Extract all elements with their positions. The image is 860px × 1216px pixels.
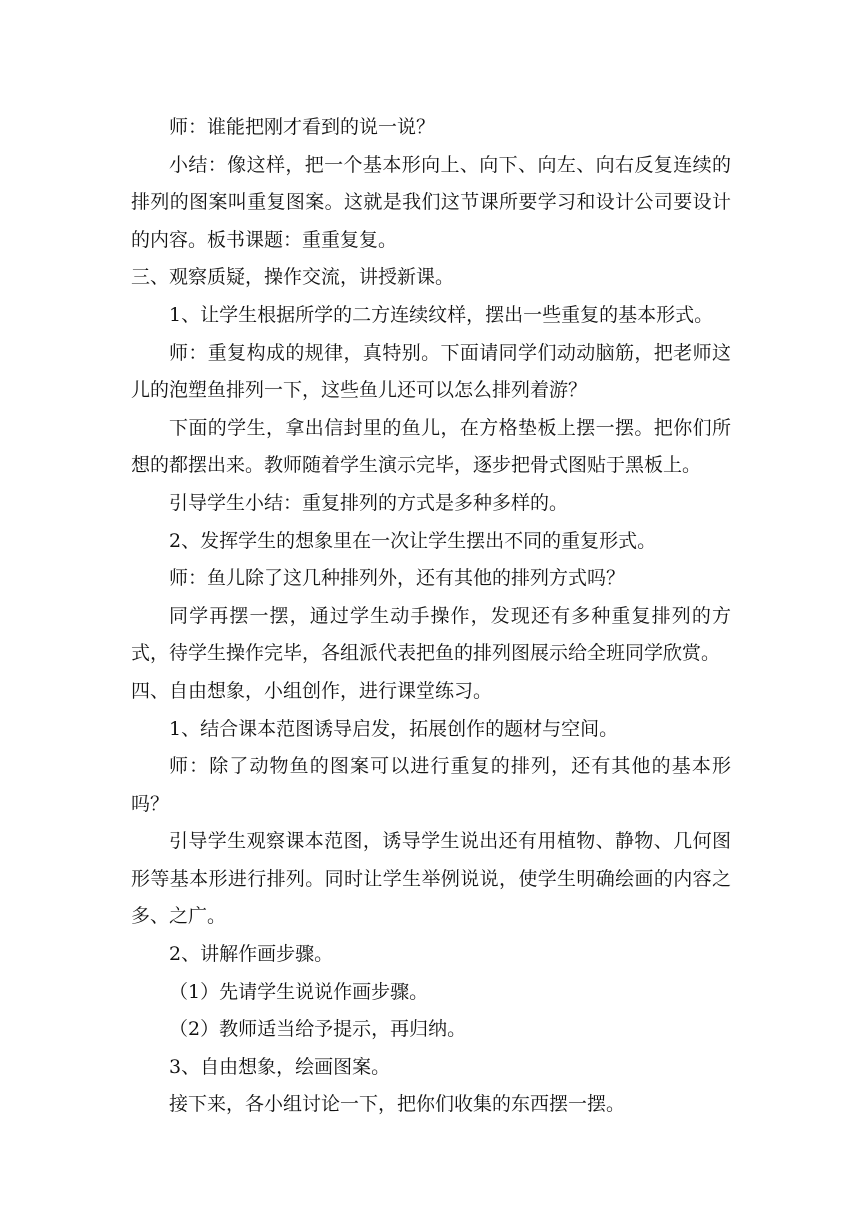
paragraph-observe: 引导学生观察课本范图，诱导学生说出还有用植物、静物、几何图形等基本形进行排列。同时让学生举例说说，使学生明确绘画的内容之多、之广。 (131, 830, 731, 928)
paragraph-summary: 小结：像这样，把一个基本形向上、向下、向左、向右反复连续的排列的图案叫重复图案。这就是我们这节课所要学习和设计公司要设计的内容。板书课题：重重复复。 (131, 153, 731, 251)
paragraph-students-arrange: 下面的学生，拿出信封里的鱼儿，在方格垫板上摆一摆。把你们所想的都摆出来。教师随着学生演示完毕，逐步把骨式图贴于黑板上。 (131, 416, 731, 477)
paragraph-practice-3: 3、自由想象，绘画图案。 (169, 1055, 391, 1078)
paragraph-substep-1: （1）先请学生说说作画步骤。 (169, 980, 429, 1003)
paragraph-step-2: 2、发挥学生的想象里在一次让学生摆出不同的重复形式。 (169, 529, 657, 552)
paragraph-teacher-shapes: 师：除了动物鱼的图案可以进行重复的排列，还有其他的基本形吗？ (131, 755, 731, 815)
paragraph-step-1: 1、让学生根据所学的二方连续纹样，摆出一些重复的基本形式。 (169, 303, 714, 326)
section-heading-3: 三、观察质疑，操作交流，讲授新课。 (131, 266, 455, 289)
paragraph-teacher-other: 师：鱼儿除了这几种排列外，还有其他的排列方式吗？ (169, 567, 626, 590)
paragraph-next: 接下来，各小组讨论一下，把你们收集的东西摆一摆。 (169, 1093, 626, 1116)
document-body (131, 109, 731, 1124)
paragraph-teacher-question: 师：谁能把刚才看到的说一说？ (169, 116, 436, 138)
paragraph-students-again: 同学再摆一摆，通过学生动手操作，发现还有多种重复排列的方式，待学生操作完毕，各组派代表把鱼的排列图展示给全班同学欣赏。 (131, 604, 731, 665)
paragraph-practice-1: 1、结合课本范图诱导启发，拓展创作的题材与空间。 (169, 717, 619, 740)
paragraph-teacher-fish: 师：重复构成的规律，真特别。下面请同学们动动脑筋，把老师这儿的泡塑鱼排列一下，这些鱼儿还可以怎么排列着游？ (131, 341, 731, 402)
section-heading-4: 四、自由想象，小组创作，进行课堂练习。 (131, 679, 493, 702)
paragraph-substep-2: （2）教师适当给予提示，再归纳。 (169, 1018, 467, 1041)
paragraph-practice-2: 2、讲解作画步骤。 (169, 943, 334, 966)
paragraph-guide-summary: 引导学生小结：重复排列的方式是多种多样的。 (169, 491, 569, 514)
